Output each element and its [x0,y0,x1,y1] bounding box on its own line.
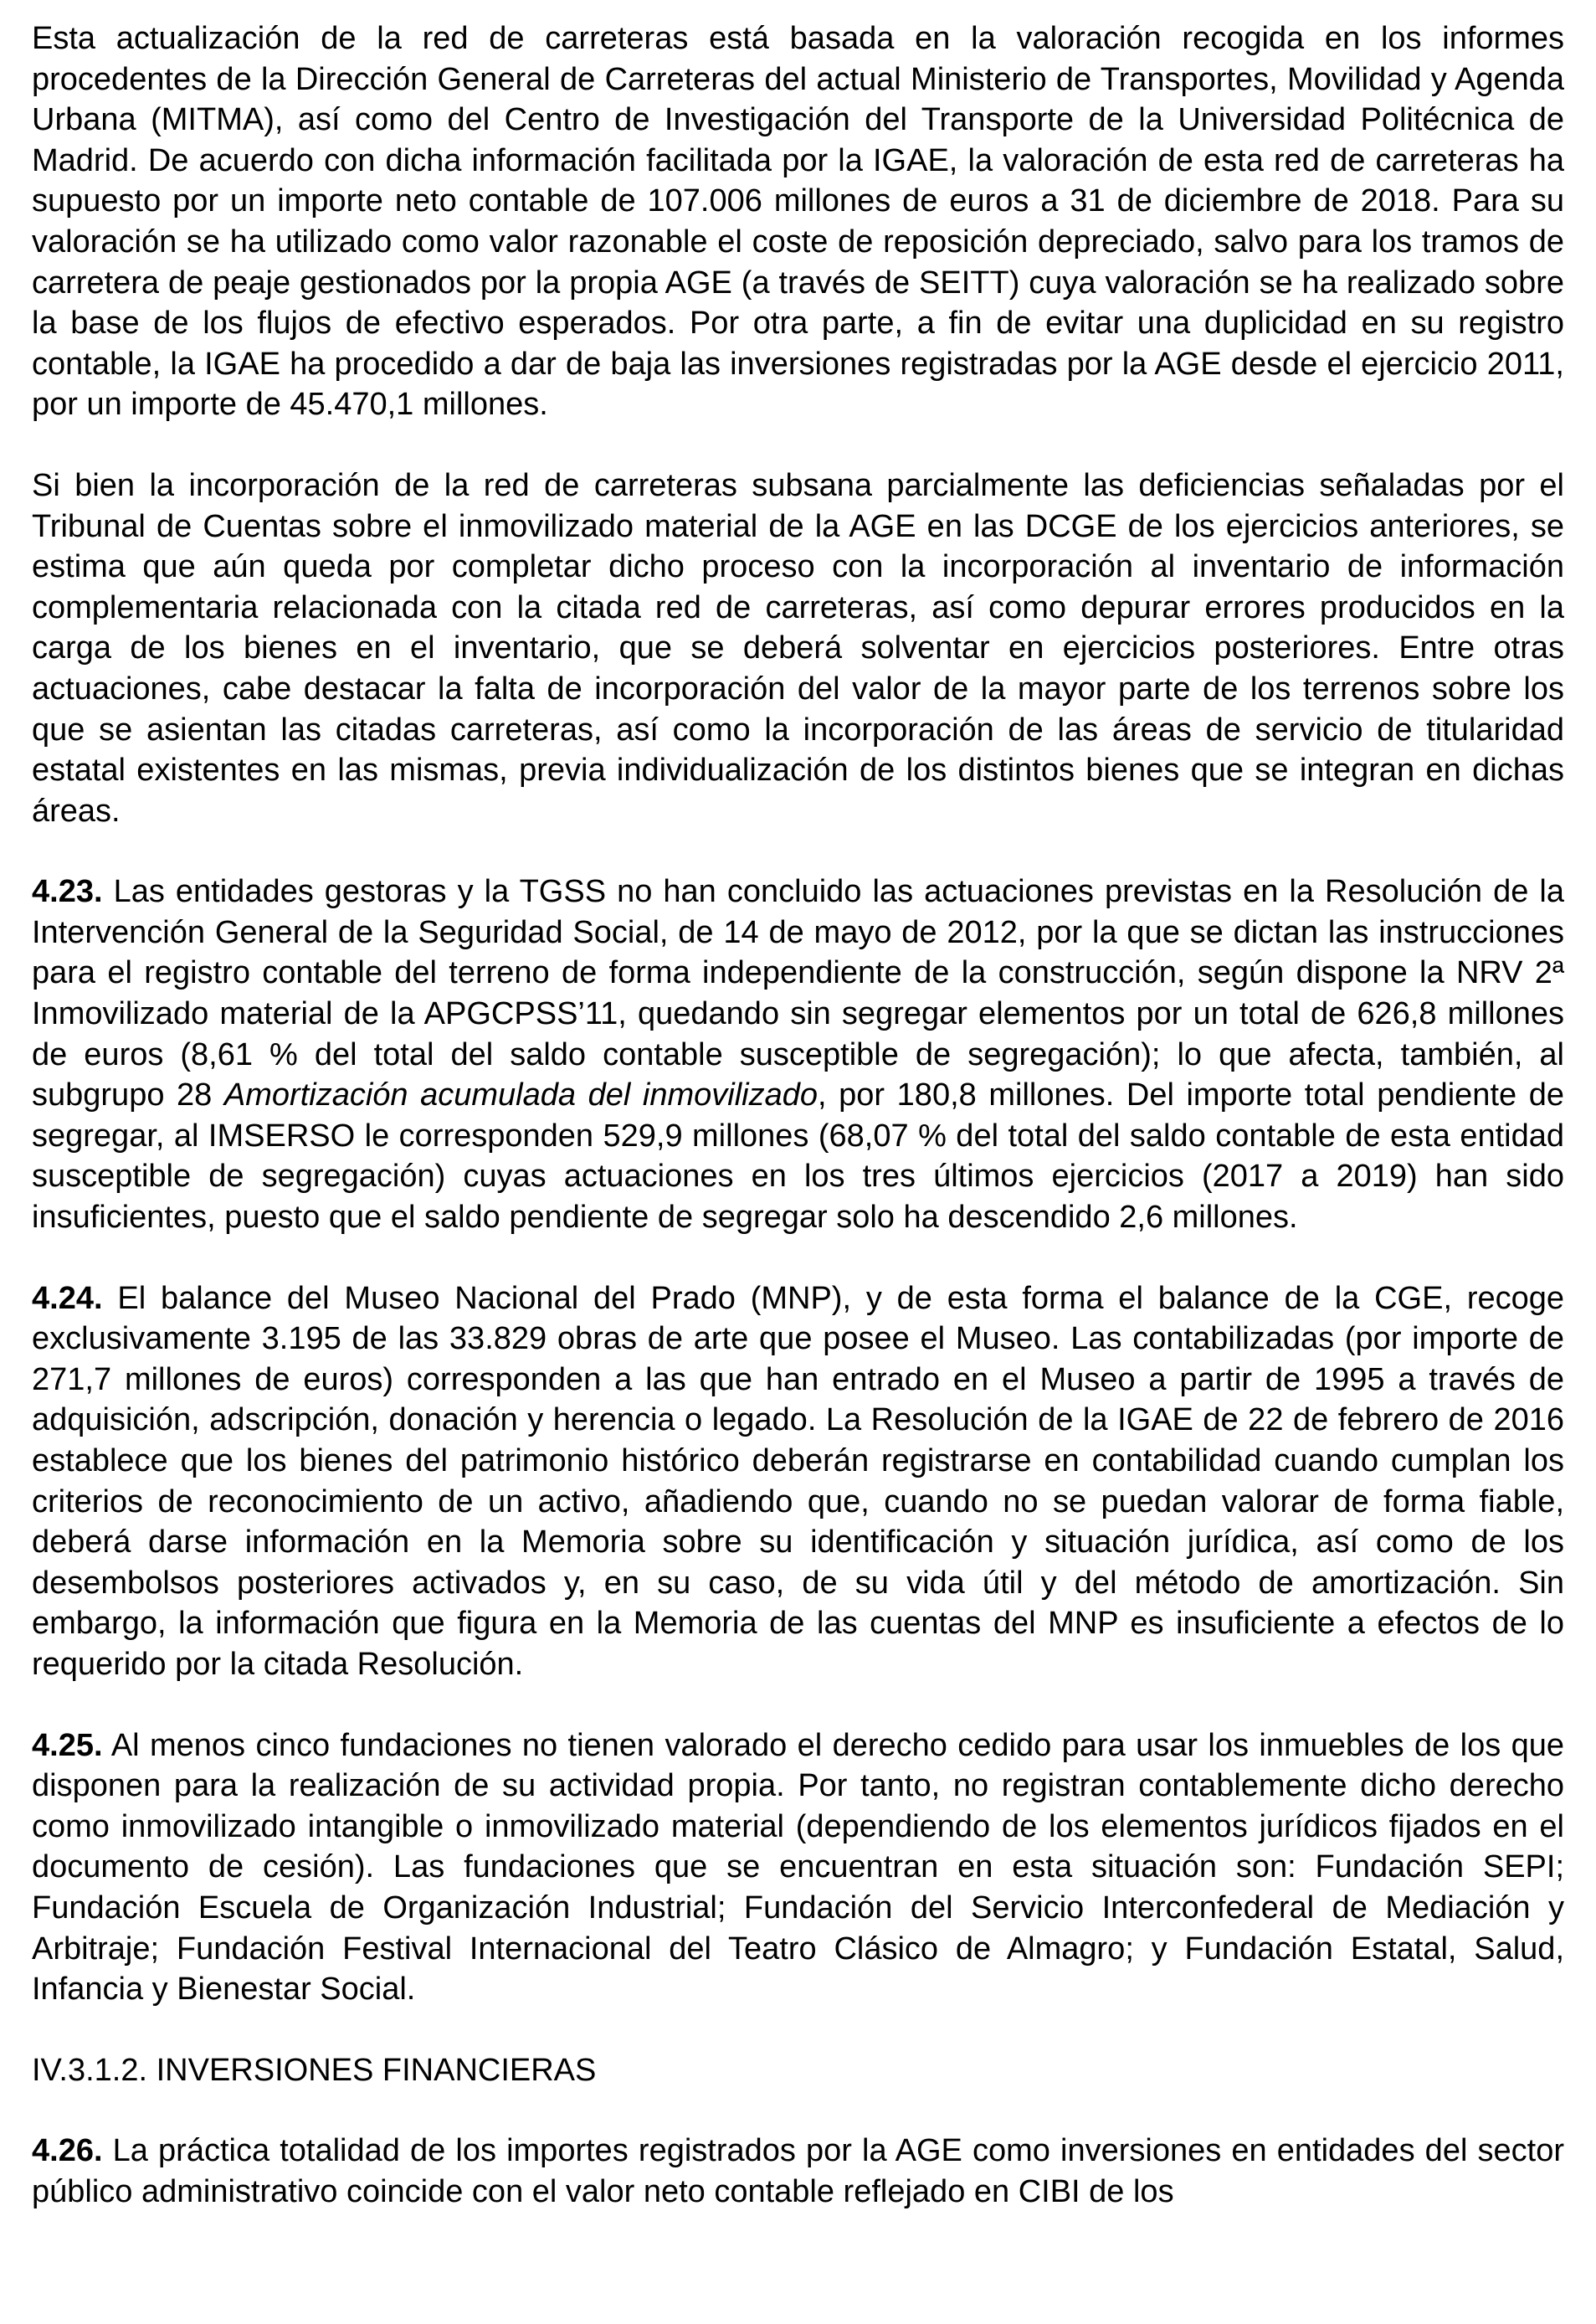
paragraph-number: 4.25. [32,1727,103,1763]
section-heading: IV.3.1.2. INVERSIONES FINANCIERAS [32,2052,597,2088]
paragraph-text: El balance del Museo Nacional del Prado (MNP), y de esta forma el balance de la CGE, recoge exclusivamente 3.195 de las 33.829 obras de arte que posee el Museo. Las contabilizadas (por importe de 271,7 millones de euros) corresponden a las que han entrado en el Museo a partir de 1995 a través de adquisición, adscripción, donación y herencia o legado. La Resolución de la IGAE de 22 de febrero de 2016 establece que los bienes del patrimonio histórico deberán registrarse en contabilidad cuando cumplan los criterios de reconocimiento de un activo, añadiendo que, cuando no se puedan valorar de forma fiable, deberá darse información en la Memoria sobre su identificación y situación jurídica, así como de los desembolsos posteriores activados y, en su caso, de su vida útil y del método de amortización. Sin embargo, la información que figura en la Memoria de las cuentas del MNP es insuficiente a efectos de lo requerido por la citada Resolución. [32,1280,1565,1682]
paragraph-number: 4.23. [32,874,103,910]
paragraph-text-continued: , por 180,8 millones. Del importe total pendiente de segregar, al IMSERSO le corresponden 529,9 millones (68,07 % del total del saldo contable de esta entidad susceptible de segregación) cuyas actuaciones en los tres últimos ejercicios (2017 a 2019) han sido insuficientes, puesto que el saldo pendiente de segregar solo ha descendido 2,6 millones. [32,1077,1564,1236]
paragraph-4-26 [32,2131,1564,2212]
paragraph-road-network-deficiencies: Si bien la incorporación de la red de carreteras subsana parcialmente las deficiencias señaladas por el Tribunal de Cuentas sobre el inmovilizado material de la AGE en las DCGE de los ejercicios anteriores, se estima que aún queda por completar dicho proceso con la incorporación al inventario de información complementaria relacionada con la citada red de carreteras, así como depurar errores producidos en la carga de los bienes en el inventario, que se deberá solventar en ejercicios posteriores. Entre otras actuaciones, cabe destacar la falta de incorporación del valor de la mayor parte de los terrenos sobre los que se asientan las citadas carreteras, así como la incorporación de las áreas de servicio de titularidad estatal existentes en las mismas, previa individualización de los distintos bienes que se integran en dichas áreas. [32,467,1564,829]
paragraph-number: 4.26. [32,2133,103,2169]
paragraph-4-23 [32,872,1564,1237]
paragraph-number: 4.24. [32,1280,103,1316]
paragraph-4-24 [32,1278,1564,1685]
emphasized-term: Amortización acumulada del inmovilizado [223,1077,819,1113]
paragraph-text: Las entidades gestoras y la TGSS no han concluido las actuaciones previstas en la Resolución de la Intervención General de la Seguridad Social, de 14 de mayo de 2012, por la que se dictan las instrucciones para el registro contable del terreno de forma independiente de la construcción, según dispone la NRV 2ª Inmovilizado material de la APGCPSS’11, quedando sin segregar elementos por un total de 626,8 millones de euros (8,61 % del total del saldo contable susceptible de segregación); lo que afecta, también, al subgrupo 28 [32,874,1564,1113]
paragraph-road-network-valuation: Esta actualización de la red de carreteras está basada en la valoración recogida en los informes procedentes de la Dirección General de Carreteras del actual Ministerio de Transportes, Movilidad y Agenda Urbana (MITMA), así como del Centro de Investigación del Transporte de la Universidad Politécnica de Madrid. De acuerdo con dicha información facilitada por la IGAE, la valoración de esta red de carreteras ha supuesto por un importe neto contable de 107.006 millones de euros a 31 de diciembre de 2018. Para su valoración se ha utilizado como valor razonable el coste de reposición depreciado, salvo para los tramos de carretera de peaje gestionados por la propia AGE (a través de SEITT) cuya valoración se ha realizado sobre la base de los flujos de efectivo esperados. Por otra parte, a fin de evitar una duplicidad en su registro contable, la IGAE ha procedido a dar de baja las inversiones registradas por la AGE desde el ejercicio 2011, por un importe de 45.470,1 millones. [32,21,1564,423]
paragraph-text: La práctica totalidad de los importes registrados por la AGE como inversiones en entidades del sector público administrativo coincide con el valor neto contable reflejado en CIBI de los [32,2133,1564,2209]
paragraph-text: Al menos cinco fundaciones no tienen valorado el derecho cedido para usar los inmuebles de los que disponen para la realización de su actividad propia. Por tanto, no registran contablemente dicho derecho como inmovilizado intangible o inmovilizado material (dependiendo de los elementos jurídicos fijados en el documento de cesión). Las fundaciones que se encuentran en esta situación son: Fundación SEPI; Fundación Escuela de Organización Industrial; Fundación del Servicio Interconfederal de Mediación y Arbitraje; Fundación Festival Internacional del Teatro Clásico de Almagro; y Fundación Estatal, Salud, Infancia y Bienestar Social. [32,1727,1564,2008]
paragraph-4-25 [32,1725,1564,2010]
